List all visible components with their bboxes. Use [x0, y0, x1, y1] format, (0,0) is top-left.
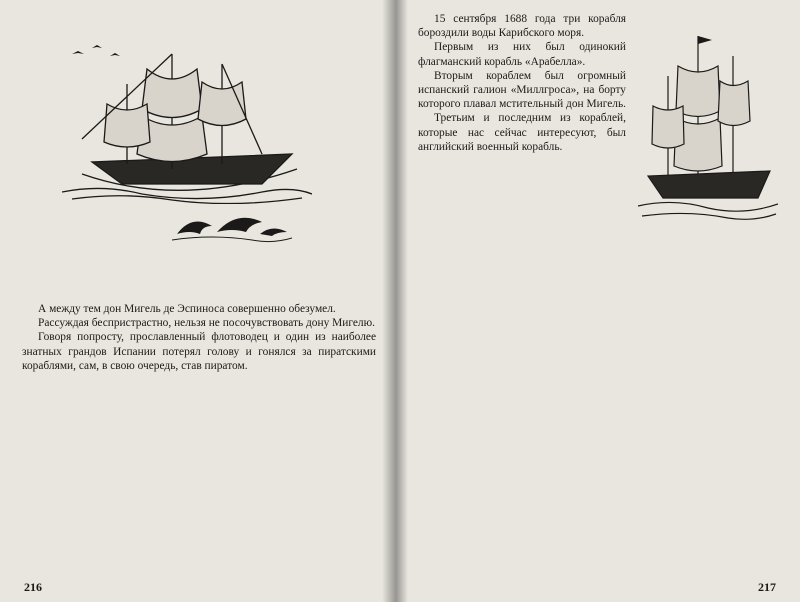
- right-page: [396, 0, 800, 602]
- ship-illustration-right: [638, 26, 778, 226]
- right-paragraph: Третьим и последним из кораблей, которые нас сейчас интересуют, был английский военный корабль.: [418, 112, 626, 153]
- left-paragraph: Рассуждая беспристрастно, нельзя не посочувствовать дону Мигелю.: [38, 317, 375, 330]
- left-paragraph: Говоря попросту, прославленный флотоводец и один из наиболее знатных грандов Испании потерял голову и гонялся за пиратскими кораблями, сам, в свою очередь, став пиратом.: [22, 331, 376, 372]
- left-page-text: [22, 302, 376, 373]
- left-page: [0, 0, 396, 602]
- dolphins-illustration: [172, 204, 292, 244]
- left-paragraph: А между тем дон Мигель де Эспиноса совершенно обезумел.: [38, 303, 336, 315]
- right-paragraph: 15 сентября 1688 года три корабля бороздили воды Карибского моря.: [418, 13, 626, 40]
- right-paragraph: Первым из них был одинокий флагманский корабль «Арабелла».: [418, 41, 626, 68]
- page-number-left: 216: [24, 579, 42, 594]
- page-number-right: 217: [758, 579, 776, 594]
- ship-illustration-left: [62, 34, 312, 204]
- right-paragraph: Вторым кораблем был огромный испанский галион «Миллгроса», на борту которого плавал мстительный дон Мигель.: [418, 69, 627, 111]
